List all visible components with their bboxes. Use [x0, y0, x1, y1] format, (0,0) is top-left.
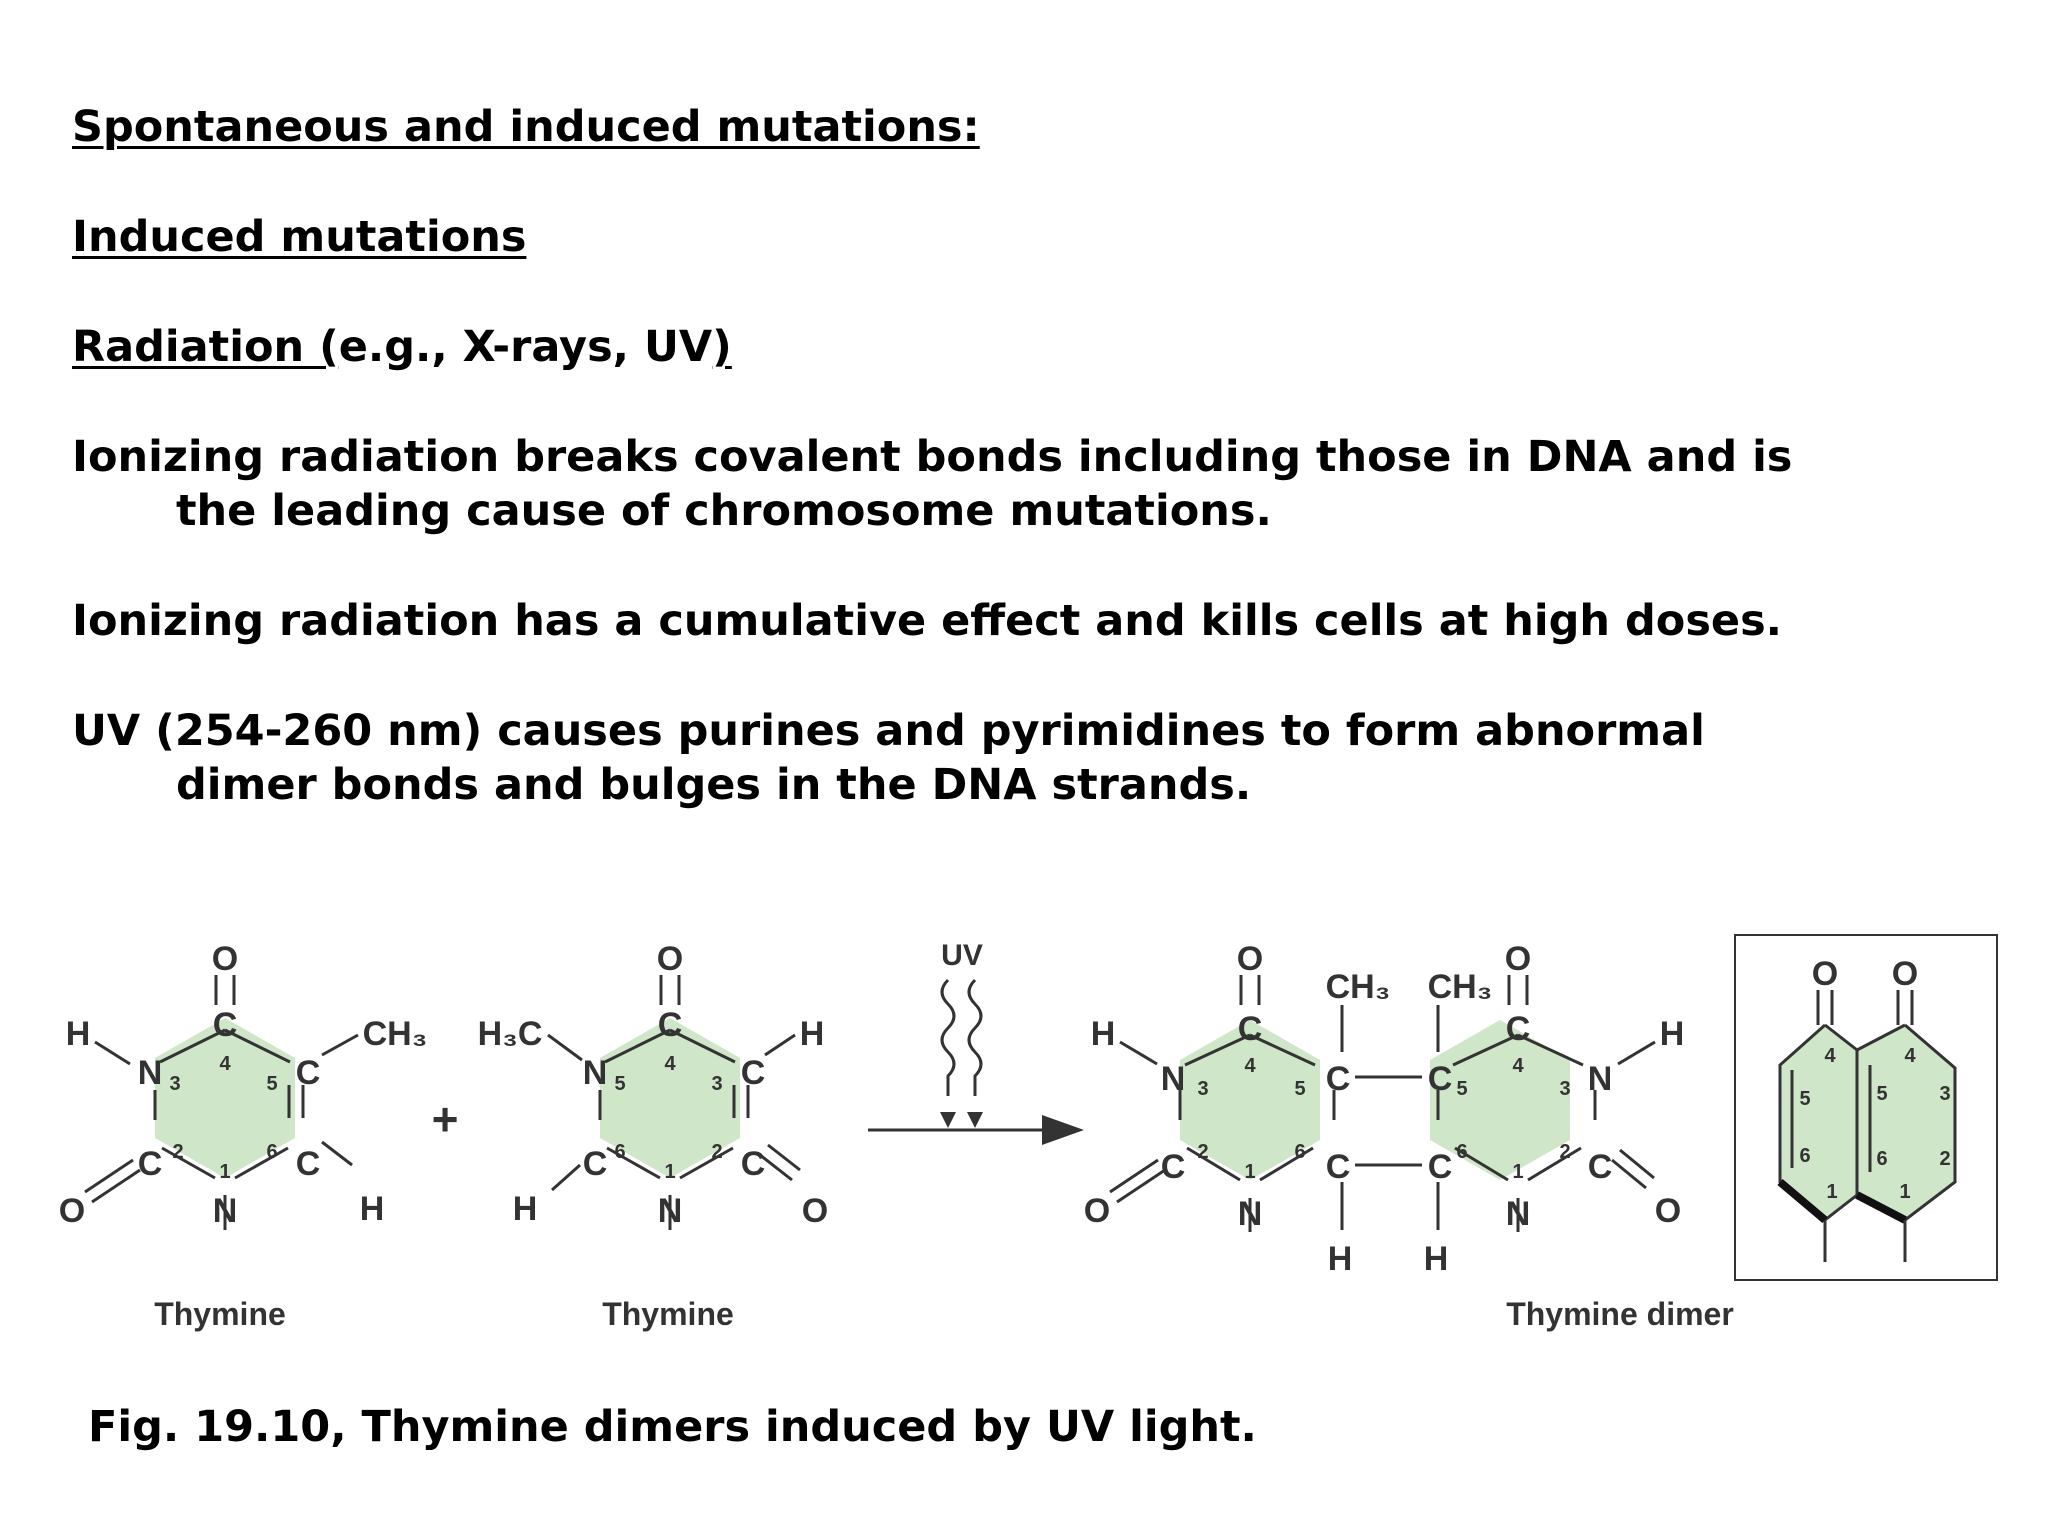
heading-radiation-underlined: Radiation ( [72, 322, 339, 372]
heading-radiation-examples: e.g., X-rays, UV [338, 322, 713, 372]
paragraph-cumulative: Ionizing radiation has a cumulative effect and kills cells at high doses. [72, 596, 1783, 646]
atom-c5: C [295, 1054, 321, 1092]
ring-number-4: 4 [664, 1053, 676, 1075]
uv-label: UV [941, 939, 983, 972]
uv-reaction-arrow [868, 939, 1078, 1130]
atom-c6: C [295, 1145, 321, 1183]
ring-number-2-left: 2 [1197, 1141, 1209, 1163]
dimer-schematic-box [1735, 935, 1997, 1280]
atom-n3: N [137, 1054, 163, 1092]
atom-c4-right: C [1505, 1010, 1531, 1048]
atom-h-c3: H [799, 1015, 825, 1053]
atom-o-left: O [1236, 940, 1264, 978]
atom-h-right: H [1659, 1015, 1685, 1053]
heading-radiation-close: ) [712, 322, 732, 372]
ring-number-3-right: 3 [1559, 1078, 1571, 1100]
atom-h3c: H₃C [477, 1015, 543, 1053]
paragraph-ionizing-line2: the leading cause of chromosome mutations. [176, 486, 1272, 536]
heading-induced-mutations: Induced mutations [72, 212, 527, 262]
ring-number-3: 3 [711, 1073, 723, 1095]
ring-number-6-left: 6 [1294, 1141, 1306, 1163]
atom-o-c2-left: O [1083, 1192, 1111, 1230]
thymine-molecule-1 [59, 940, 428, 1332]
atom-o-top: O [211, 940, 239, 978]
atom-o-c2: O [58, 1192, 86, 1230]
atom-c6-left: C [1325, 1148, 1351, 1186]
ring-number-2: 2 [711, 1141, 723, 1163]
atom-ch3-left: CH₃ [1325, 968, 1391, 1006]
atom-h-c6: H [512, 1190, 538, 1228]
ring-number-4-left: 4 [1244, 1055, 1256, 1077]
uv-wave-right [969, 980, 981, 1096]
atom-n1: N [657, 1192, 683, 1230]
atom-c5-left: C [1325, 1060, 1351, 1098]
atom-n5: N [582, 1054, 608, 1092]
schematic-number-5-right: 5 [1876, 1083, 1888, 1105]
atom-o-top: O [656, 940, 684, 978]
ring-number-5: 5 [266, 1073, 278, 1095]
uv-wave-left [942, 980, 954, 1096]
ring-number-3: 3 [169, 1073, 181, 1095]
schematic-number-1-right: 1 [1899, 1181, 1911, 1203]
thymine-label-1: Thymine [154, 1296, 286, 1332]
ring-number-5-right: 5 [1456, 1078, 1468, 1100]
atom-ch3: CH₃ [362, 1015, 428, 1053]
atom-c6-right: C [1427, 1148, 1453, 1186]
atom-o-c2-right: O [1654, 1192, 1682, 1230]
schematic-o-right: O [1891, 955, 1919, 993]
schematic-number-6-right: 6 [1876, 1148, 1888, 1170]
schematic-o-left: O [1811, 955, 1839, 993]
atom-c2-right: C [1587, 1148, 1613, 1186]
thymine-dimer-figure [0, 900, 2048, 1360]
ring-number-6: 6 [266, 1141, 278, 1163]
atom-o-c2: O [801, 1192, 829, 1230]
ring-number-1: 1 [664, 1161, 676, 1183]
atom-n3-right: N [1587, 1060, 1613, 1098]
atom-o-right: O [1504, 940, 1532, 978]
atom-c6: C [582, 1145, 608, 1183]
heading-radiation [72, 320, 732, 374]
atom-n1-right: N [1505, 1195, 1531, 1233]
atom-ch3-right: CH₃ [1427, 968, 1493, 1006]
atom-c4: C [657, 1006, 683, 1044]
thymine-dimer-label: Thymine dimer [1506, 1296, 1734, 1332]
atom-h-c6: H [359, 1190, 385, 1228]
atom-c3: C [740, 1054, 766, 1092]
atom-h-c6-left: H [1327, 1240, 1353, 1278]
ring-number-1-right: 1 [1512, 1161, 1524, 1183]
atom-c4: C [212, 1006, 238, 1044]
paragraph-ionizing-line1: Ionizing radiation breaks covalent bonds including those in DNA and is [72, 432, 1793, 482]
schematic-number-3-right: 3 [1939, 1083, 1951, 1105]
atom-c2: C [137, 1145, 163, 1183]
atom-h-n3: H [65, 1015, 91, 1053]
atom-c4-left: C [1237, 1010, 1263, 1048]
schematic-number-2-right: 2 [1939, 1148, 1951, 1170]
ring-number-1-left: 1 [1244, 1161, 1256, 1183]
ring-number-2-right: 2 [1559, 1141, 1571, 1163]
schematic-number-4-left: 4 [1824, 1045, 1836, 1067]
thymine-label-2: Thymine [602, 1296, 734, 1332]
schematic-number-1-left: 1 [1826, 1181, 1838, 1203]
ring-number-5: 5 [614, 1073, 626, 1095]
ring-number-3-left: 3 [1197, 1078, 1209, 1100]
atom-n3-left: N [1160, 1060, 1186, 1098]
paragraph-uv-line2: dimer bonds and bulges in the DNA strands. [176, 760, 1252, 810]
ring-number-2: 2 [172, 1141, 184, 1163]
atom-c5-right: C [1427, 1060, 1453, 1098]
atom-n1: N [212, 1192, 238, 1230]
atom-n1-left: N [1237, 1195, 1263, 1233]
ring-number-4: 4 [219, 1053, 231, 1075]
ring-number-5-left: 5 [1294, 1078, 1306, 1100]
schematic-number-4-right: 4 [1904, 1045, 1916, 1067]
atom-c2: C [740, 1145, 766, 1183]
schematic-number-6-left: 6 [1799, 1145, 1811, 1167]
atom-c2-left: C [1160, 1148, 1186, 1186]
ring-number-1: 1 [219, 1161, 231, 1183]
thymine-molecule-2 [478, 940, 829, 1332]
ring-number-6-right: 6 [1456, 1141, 1468, 1163]
atom-h-c6-right: H [1423, 1240, 1449, 1278]
figure-caption: Fig. 19.10, Thymine dimers induced by UV light. [88, 1402, 1257, 1452]
thymine-dimer-molecule [1084, 940, 1734, 1332]
schematic-number-5-left: 5 [1799, 1088, 1811, 1110]
heading-spontaneous-induced: Spontaneous and induced mutations: [72, 102, 980, 152]
atom-h-left: H [1090, 1015, 1116, 1053]
ring-number-6: 6 [614, 1141, 626, 1163]
plus-sign: + [431, 1093, 459, 1145]
ring-number-4-right: 4 [1512, 1055, 1524, 1077]
paragraph-uv-line1: UV (254-260 nm) causes purines and pyrimidines to form abnormal [72, 706, 1705, 756]
